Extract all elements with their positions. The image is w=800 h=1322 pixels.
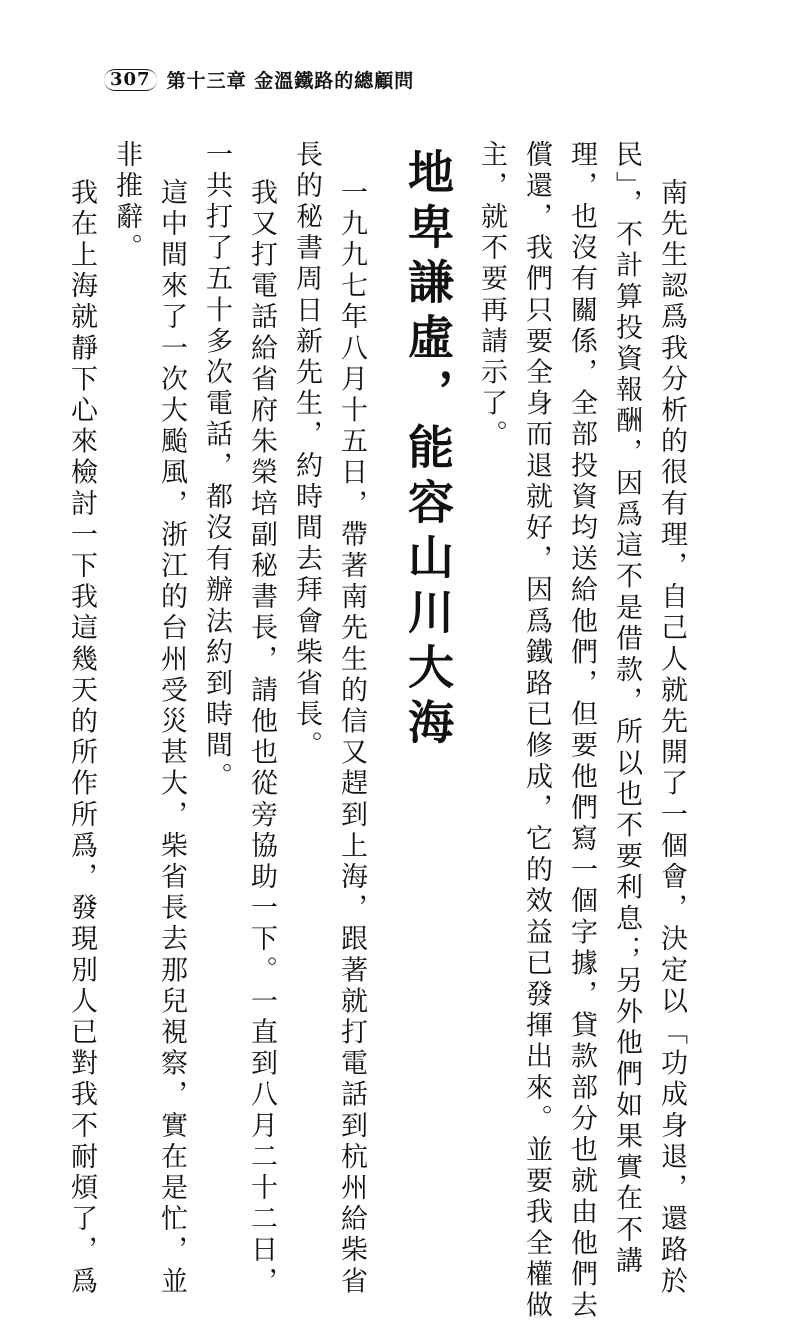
text-column: 主，就不要再請示了。 (476, 140, 507, 451)
running-header (104, 66, 414, 93)
section-title: 地卑謙虛，能容山川大海 (401, 148, 455, 753)
text-column: 我又打電話給省府朱榮培副秘書長，請他也從旁協助一下。一直到八月二十二日， (246, 178, 277, 1298)
text-column: 我在上海就靜下心來檢討一下我這幾天的所作所爲，發現別人已對我不耐煩了，爲 (66, 178, 97, 1298)
page-number: 307 (104, 69, 157, 91)
text-column: 償還，我們只要全身而退就好，因爲鐵路已修成，它的效益已發揮出來。並要我全權做 (521, 140, 552, 1322)
text-column: 非推辭。 (111, 140, 142, 265)
text-column: 這中間來了一次大颱風，浙江的台州受災甚大，柴省長去那兒視察，實在是忙，並 (156, 178, 187, 1298)
text-column: 一共打了五十多次電話，都沒有辦法約到時間。 (201, 140, 232, 794)
text-column: 南先生認爲我分析的很有理，自己人就先開了一個會，決定以「功成身退，還路於 (656, 178, 687, 1298)
text-column: 一九九七年八月十五日，帶著南先生的信又趕到上海，跟著就打電話到杭州給柴省 (336, 178, 367, 1298)
text-column: 長的秘書周日新先生，約時間去拜會柴省長。 (291, 140, 322, 762)
text-column: 民」，不計算投資報酬，因爲這不是借款，所以也不要利息；另外他們如果實在不講 (611, 140, 642, 1278)
chapter-title: 第十三章 金溫鐵路的總顧問 (166, 70, 415, 92)
text-column: 理，也沒有關係，全部投資均送給他們，但要他們寫一個字據，貸款部分也就由他們去 (566, 140, 597, 1322)
